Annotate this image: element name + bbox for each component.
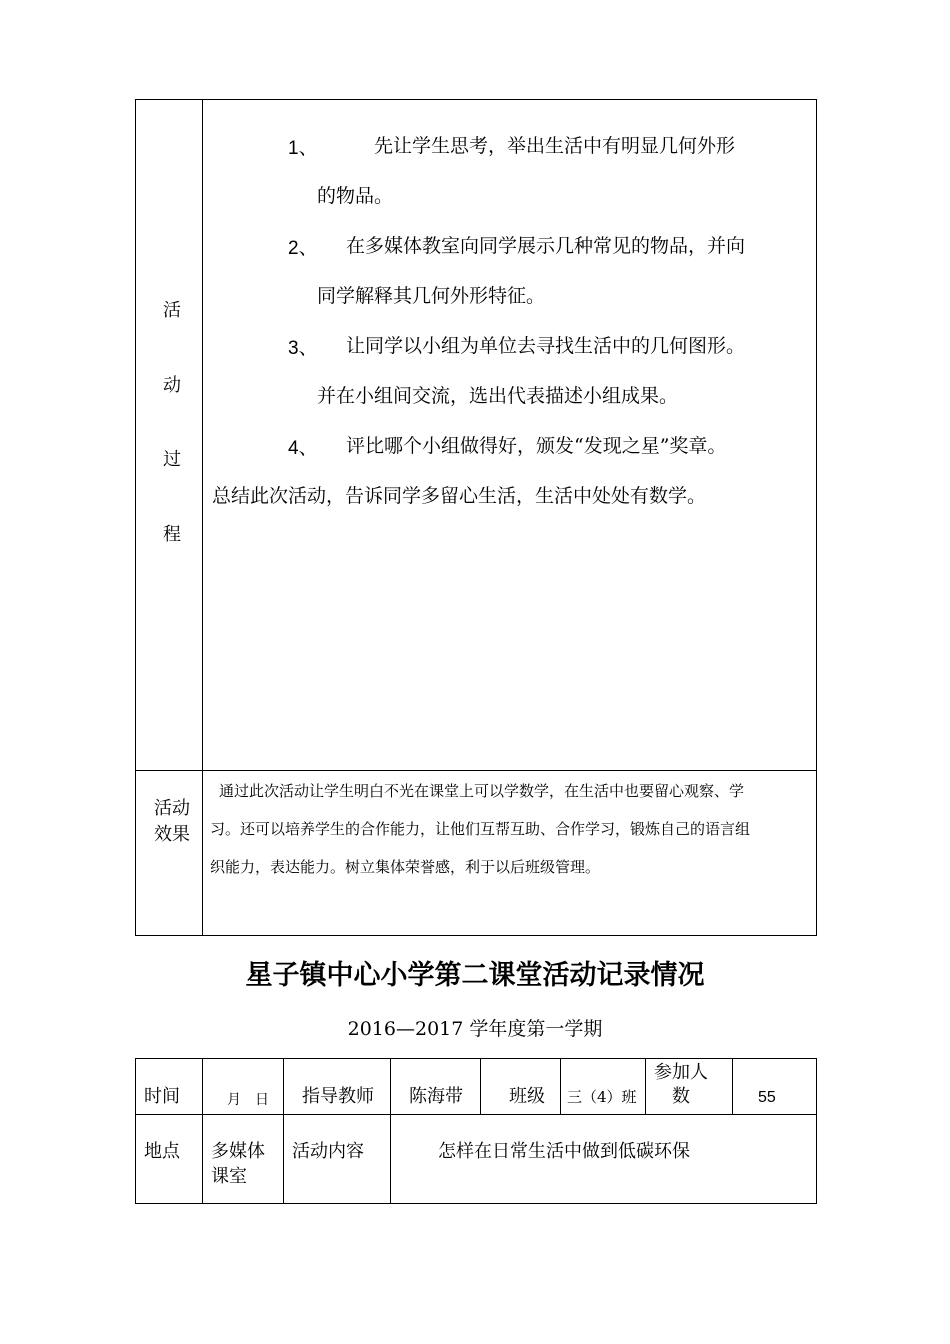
table-row-divider	[135, 770, 817, 771]
item-text: 先让学生思考，举出生活中有明显几何外形	[374, 135, 736, 157]
participants-label: 数	[672, 1086, 690, 1107]
class-value: 三（4）班	[567, 1088, 637, 1106]
table-border-top	[135, 99, 817, 100]
table-column-divider	[480, 1058, 481, 1115]
effect-label: 活动	[154, 798, 190, 819]
teacher-value: 陈海带	[409, 1086, 463, 1107]
table-column-divider	[202, 1058, 203, 1204]
table-row-divider	[135, 1114, 817, 1115]
participants-value: 55	[758, 1089, 776, 1106]
process-label-char: 活	[163, 300, 181, 321]
place-value: 课室	[211, 1166, 247, 1187]
item-text: 总结此次活动，告诉同学多留心生活，生活中处处有数学。	[212, 485, 707, 507]
place-value: 多媒体	[211, 1141, 265, 1162]
table-border-bottom	[135, 1203, 817, 1204]
process-label-char: 程	[163, 524, 181, 545]
process-label-char: 过	[163, 449, 181, 470]
table-border-right	[816, 1058, 817, 1204]
item-number: 3、	[288, 338, 318, 359]
item-text: 并在小组间交流，选出代表描述小组成果。	[317, 385, 679, 407]
table-column-divider	[283, 1058, 284, 1204]
table-column-divider	[202, 99, 203, 936]
teacher-label: 指导教师	[302, 1086, 374, 1107]
table-column-divider	[645, 1058, 646, 1115]
participants-label: 参加人	[654, 1062, 708, 1083]
table-border-left	[135, 99, 136, 936]
effect-text-line: 习。还可以培养学生的合作能力，让他们互帮互助、合作学习，锻炼自己的语言组	[210, 820, 751, 838]
table-border-left	[135, 1058, 136, 1204]
item-text: 让同学以小组为单位去寻找生活中的几何图形。	[346, 335, 746, 357]
item-text: 同学解释其几何外形特征。	[317, 285, 546, 307]
item-text: 评比哪个小组做得好，颁发“发现之星”奖章。	[346, 435, 727, 457]
table-column-divider	[732, 1058, 733, 1115]
item-text: 的物品。	[317, 185, 394, 207]
table-border-right	[816, 99, 817, 936]
item-number: 4、	[288, 438, 318, 459]
page-title: 星子镇中心小学第二课堂活动记录情况	[245, 960, 705, 991]
class-label: 班级	[509, 1086, 545, 1107]
effect-label: 效果	[154, 824, 190, 845]
time-label: 时间	[144, 1086, 180, 1107]
item-text: 在多媒体教室向同学展示几种常见的物品，并向	[346, 235, 746, 257]
process-label-char: 动	[163, 375, 181, 396]
place-label: 地点	[144, 1141, 180, 1162]
item-number: 1、	[288, 138, 318, 159]
item-number: 2、	[288, 238, 318, 259]
table-column-divider	[390, 1058, 391, 1204]
table-border-bottom	[135, 935, 817, 936]
content-value: 怎样在日常生活中做到低碳环保	[438, 1141, 690, 1162]
date-value: 月 日	[227, 1092, 269, 1108]
table-border-top	[135, 1058, 817, 1059]
effect-text-line: 通过此次活动让学生明白不光在课堂上可以学数学，在生活中也要留心观察、学	[219, 782, 745, 800]
effect-text-line: 织能力，表达能力。树立集体荣誉感，利于以后班级管理。	[210, 858, 601, 876]
page-subtitle: 2016—2017 学年度第一学期	[347, 1018, 603, 1040]
table-column-divider	[560, 1058, 561, 1115]
content-label: 活动内容	[292, 1141, 364, 1162]
